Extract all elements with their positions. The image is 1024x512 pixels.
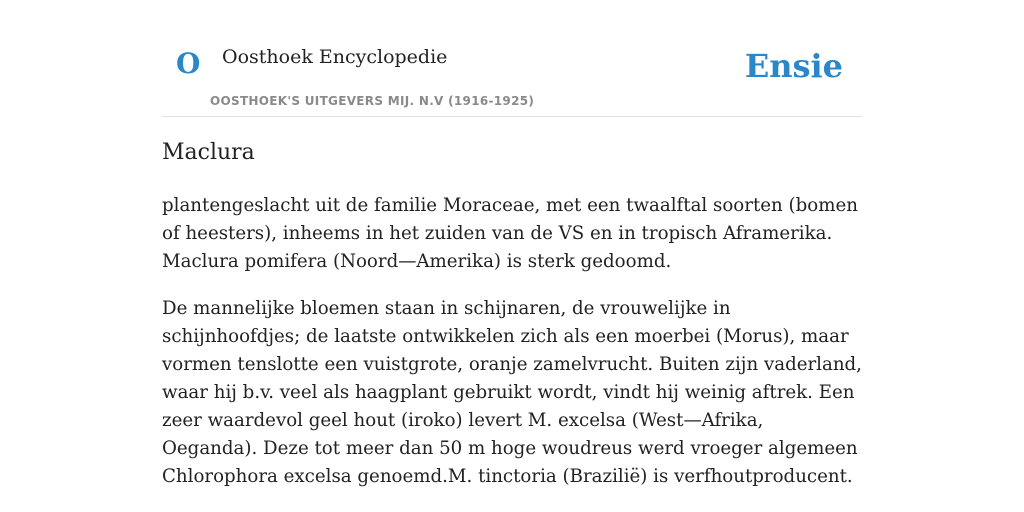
encyclopedia-title-link[interactable]: Oosthoek Encyclopedie (222, 46, 448, 68)
entry-title: Maclura (162, 140, 255, 165)
page (162, 0, 862, 487)
encyclopedia-logo[interactable]: O (176, 47, 201, 80)
publisher-subtitle: OOSTHOEK'S UITGEVERS MIJ. N.V (1916-1925) (210, 94, 535, 108)
ensie-brand-link[interactable]: Ensie (744, 47, 843, 85)
entry-paragraph: plantengeslacht uit de familie Moraceae, met een twaalftal soorten (bomen of heesters), inheems in het zuiden van de VS en in tropisch Aframerika. Maclura pomifera (Noord—Amerika) is sterk gedoomd. (162, 195, 858, 272)
header (162, 0, 862, 117)
entry-paragraph: De mannelijke bloemen staan in schijnaren, de vrouwelijke in schijnhoofdjes; de laatste ontwikkelen zich als een moerbei (Morus), maar vormen tenslotte een vuistgrote, oranje zamelvrucht. Buiten zijn vaderland, waar hij b.v. veel als haagplant gebruikt wordt, vindt hij weinig aftrek. Een zeer waardevol geel hout (iroko) levert M. excelsa (West—Afrika, Oeganda). Deze tot meer dan 50 m hoge woudreus werd vroeger algemeen Chlorophora excelsa genoemd.M. tinctoria (Brazilië) is verfhoutproducent. (162, 298, 862, 487)
entry-content (162, 192, 862, 510)
